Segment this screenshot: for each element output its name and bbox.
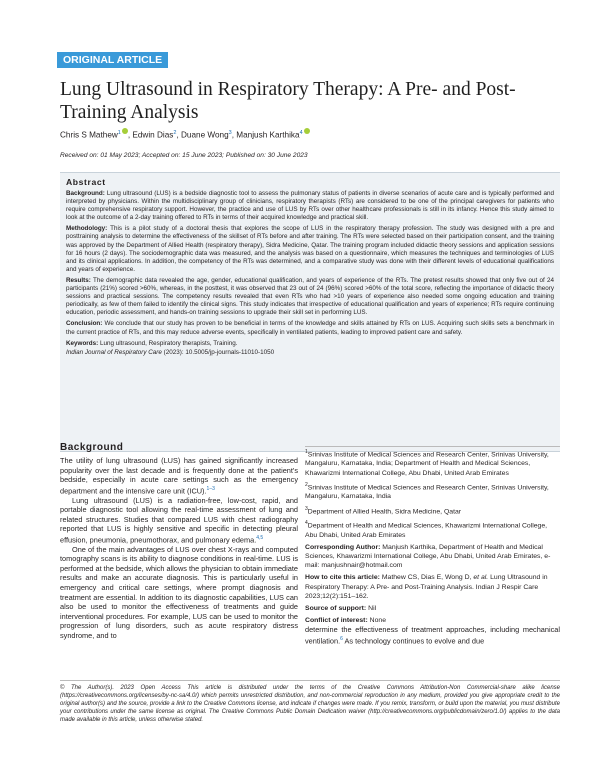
divider (305, 446, 560, 447)
affiliation-ref[interactable]: 2 (173, 130, 177, 136)
section-heading-background: Background (60, 442, 124, 453)
author-list: Chris S Mathew$^1$ , Edwin Dias$^2$, Duane Wong$^3$, Manjush Karthika$^4$ (60, 128, 310, 140)
orcid-icon[interactable] (304, 128, 310, 134)
how-to-cite: How to cite this article: Mathew CS, Dias E, Wong D, et al. Lung Ultrasound in Respiratory Therapy: A Pre- and Post-Training Analysis. Indian J Respir Care 2023;12(2):151–162. (305, 574, 548, 600)
affiliation: $^4$Department of Health and Medical Sciences, Khawarizmi International College, Abu Dhabi, United Arab Emirates (305, 520, 548, 539)
journal-citation: Indian Journal of Respiratory Care (2023): 10.5005/jp-journals-11010-1050 (66, 348, 275, 356)
affiliation: $^2$Srinivas Institute of Medical Sciences and Research Center, Srinivas University, Mangaluru, Karnataka, India (305, 481, 549, 501)
abstract-heading: Abstract (66, 177, 106, 187)
reference-link[interactable]: 6 (340, 635, 343, 642)
license-footer: © The Author(s). 2023 Open Access This article is distributed under the terms of the Creative Commons Attribution-Non Commercial-share alike license (https://creativecommons.org/licenses/by-nc-sa/4.0/) which permits unrestricted distribution, and non-commercial reproduction in any medium, provided you give appropriate credit to the original author(s) and the source, provide a link to the Creative Commons license, and indicate if changes were made. If you remix, transform, or build upon the material, you must distribute your contributions under the same license as original. The Creative Commons Public Domain Dedication waiver (http://creativecommons.org/publicdomain/zero/1.0/) applies to the data made available in this article, unless otherwise stated. (60, 685, 560, 724)
source-of-support: Source of support: Nil (305, 604, 377, 612)
publication-dates: Received on: 01 May 2023; Accepted on: 15 June 2023; Published on: 30 June 2023 (60, 152, 308, 159)
body-paragraph: Lung ultrasound (LUS) is a radiation-free, low-cost, rapid, and portable diagnostic tool allowing the real-time assessment of lung and related structures. Studies that compared LUS with chest radiography reported that LUS is highly sensitive and specific in detecting pleural effusion, pneumonia, pneumothorax, and pulmonary edema.$^{4,5}$ (60, 495, 298, 545)
author-name: Manjush Karthika (236, 130, 300, 140)
conflict-of-interest: Conflict of interest: None (305, 617, 386, 625)
reference-link[interactable]: 1–3 (206, 485, 215, 492)
affiliation: $^1$Srinivas Institute of Medical Sciences and Research Center, Srinivas University, Mangaluru, Karnataka, India; Department of Health and Medical Sciences, Khawarizmi International College, Abu Dhabi, United Arab Emirates (305, 449, 549, 477)
affiliation: $^3$Department of Allied Health, Sidra Medicine, Qatar (305, 505, 462, 515)
abstract-box (60, 172, 560, 452)
reference-link[interactable]: 4,5 (256, 534, 264, 541)
article-type-banner: ORIGINAL ARTICLE (57, 52, 168, 68)
body-column-left (60, 456, 298, 640)
body-paragraph: One of the main advantages of LUS over chest X-rays and computed tomography scans is its ability to diagnose conditions in real-time. LUS is performed at the bedside, which allows the physician to obtain immediate results and make an accurate diagnosis. This is particularly useful in emergency and critical care settings, where prompt diagnosis and treatment are essential. In addition to its diagnostic capabilities, LUS can also be used to monitor the effectiveness of treatments and guide interventional procedures. For example, LUS can be used to monitor the progression of lung disorders, such as acute respiratory distress syndrome, and to (60, 544, 298, 640)
article-title: Lung Ultrasound in Respiratory Therapy: A Pre- and Post-Training Analysis (60, 79, 516, 123)
affiliation-ref[interactable]: 3 (228, 130, 232, 136)
body-column-right: determine the effectiveness of treatment approaches, including mechanical ventilation.$^6$ As technology continues to evolve and due (305, 625, 560, 645)
affiliation-ref[interactable]: 4 (299, 130, 303, 136)
abstract-background: Background: Lung ultrasound (LUS) is a bedside diagnostic tool to assess the pulmonary status of patients in diverse scenarios of acute care and is typically performed and interpreted by physicians. Within the multidisciplinary group of clinicians, respiratory therapists (RTs) are considered to be one of the principal caregivers for patients who require comprehensive respiratory support. However, the practice and use of LUS by RTs over other healthcare professionals is still in its infancy. Hence this study aimed to look at the outcome of a 2-day training offered to RTs in terms of their acquired knowledge and practical skill. (66, 190, 554, 222)
abstract-conclusion: Conclusion: We conclude that our study has proven to be beneficial in terms of the knowledge and skills attained by RTs on LUS. Acquiring such skills sets a benchmark in the current practice of RTs, and this may reduce adverse events, specifically in ventilated patients, leading to improved patient care and safety. (66, 320, 554, 336)
abstract-keywords: Keywords: Lung ultrasound, Respiratory therapists, Training. (66, 339, 238, 347)
abstract-results: Results: The demographic data revealed the age, gender, educational qualification, and years of experience of the RTs. The pretest results showed that only five out of 24 participants (21%) scored >60%, whereas, in the posttest, it was observed that 23 out of 24 (96%) scored >60% of the total score, reflecting the importance of didactic theory sessions and practical sessions. The competency results revealed that even RTs who had >10 years of experience also needed some ongoing education and training periodically, as few of them failed to identify the clinical signs. This study indicates that irrespective of educational qualification and years of experience; RTs require continuing education, periodic assessment, and hands-on training sessions to upgrade their skill set in performing LUS. (66, 276, 554, 317)
divider (60, 680, 560, 681)
affiliation-block (305, 448, 560, 628)
abstract-methodology: Methodology: This is a pilot study of a doctoral thesis that explores the scope of LUS in the respiratory therapy profession. The study was designed with a pre and posttraining analysis to determine the effectiveness of the skillset of RTs before and after training. The RTs were selected based on their participation consent, and the training was approved by the Department of Allied Health (respiratory therapy), Sidra Medicine, Qatar. The training program included didactic theory sessions and application sessions for 16 hours (2 days). The sociodemographic data was measured, and the analysis was based on a questionnaire, which measures the techniques and terminologies of LUS and its clinical applications. In addition, the competency of the RTs was determined, and a comparative study was done with their different levels of educational qualifications and years of experience. (66, 225, 555, 273)
author-name: Duane Wong (181, 130, 229, 140)
body-paragraph: The utility of lung ultrasound (LUS) has gained significantly increased popularity over the last decade and is frequently done at the patient's bedside, especially in acute care settings such as the emergency department and the intensive care unit (ICU).$^{1-3}$ (60, 456, 298, 496)
author-name: Edwin Dias (132, 130, 174, 140)
author-name: Chris S Mathew (60, 130, 118, 140)
corresponding-author: Corresponding Author: Manjush Karthika, Department of Health and Medical Sciences, Khawarizmi International College, Abu Dhabi, United Arab Emirates, e-mail: manjushnair@hotmail.com (305, 543, 551, 570)
orcid-icon[interactable] (122, 128, 128, 134)
affiliation-ref[interactable]: 1 (117, 130, 121, 136)
